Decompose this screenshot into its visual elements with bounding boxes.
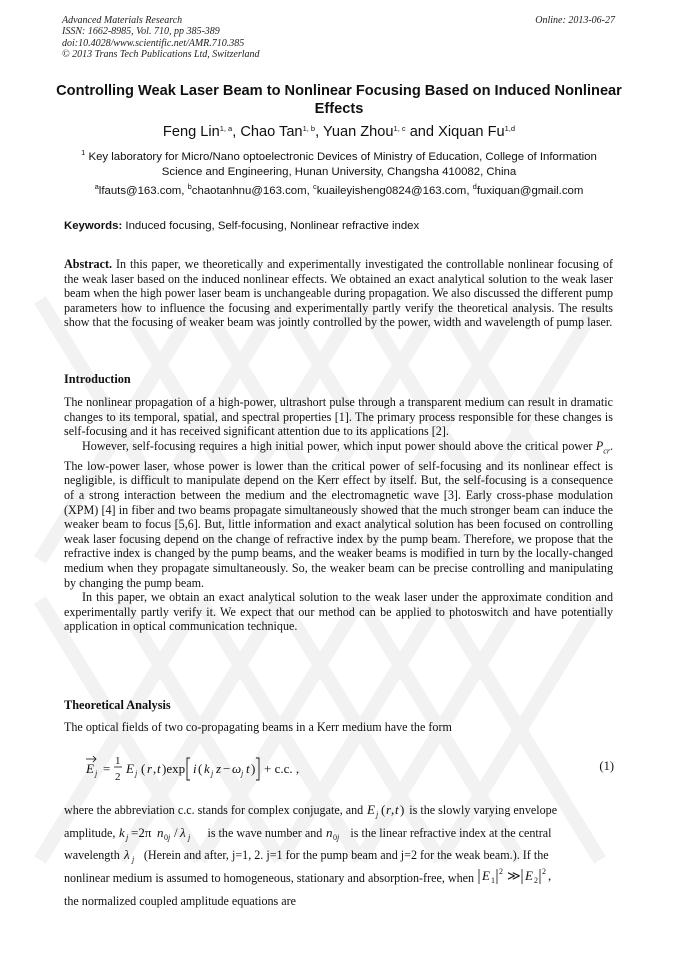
email-mark: d (472, 182, 477, 191)
text: nonlinear medium is assumed to homogeneous, stationary and absorption-free, when (64, 871, 475, 886)
paragraph (64, 439, 613, 590)
svg-text:1: 1 (115, 755, 121, 767)
text: is the slowly varying envelope (409, 803, 558, 817)
introduction-body (64, 395, 613, 634)
section-heading-theory: Theoretical Analysis (64, 698, 171, 712)
svg-text:n: n (326, 824, 333, 840)
svg-text:j: j (95, 769, 98, 778)
symbol-wavelength (123, 846, 141, 864)
keywords-text: Induced focusing, Self-focusing, Nonlinear refractive index (125, 220, 420, 232)
svg-text:E: E (525, 868, 534, 884)
svg-text:E: E (126, 761, 134, 776)
svg-text:)exp: )exp (162, 761, 186, 776)
symbol-intensity-condition (477, 867, 557, 887)
svg-text:j: j (126, 832, 129, 842)
author-name: Yuan Zhou (322, 124, 394, 140)
doi-line: doi:10.4028/www.scientific.net/AMR.710.385 (62, 37, 245, 49)
svg-text:(: ( (141, 761, 146, 776)
email-list: $^a$lfauts@163.com, $^b$chaotanhnu@163.com, $^c$kuaileyisheng0824@163.com, $^d$fuxiquan@gmail.com (94, 182, 584, 197)
author-affil-mark: 1, a (219, 124, 233, 133)
svg-text:=2π: =2π (131, 824, 152, 840)
svg-text:0: 0 (164, 832, 169, 842)
journal-header (62, 15, 260, 60)
svg-text:k: k (204, 761, 210, 776)
symbol-refractive-index (325, 824, 347, 842)
svg-text:=: = (103, 761, 111, 776)
paragraph-line (64, 822, 613, 845)
email-link[interactable]: chaotanhnu@163.com (191, 185, 307, 197)
svg-text:n: n (157, 824, 164, 840)
svg-text:j: j (131, 855, 135, 865)
author-affil-mark: 1,d (504, 124, 516, 133)
paragraph-line (64, 799, 613, 822)
svg-text:ω: ω (232, 761, 242, 776)
affiliation-mark: 1 (81, 148, 86, 157)
svg-text:2: 2 (115, 771, 121, 783)
author-name: Chao Tan (240, 124, 303, 140)
svg-text:−: − (223, 761, 231, 776)
paper-title: Controlling Weak Laser Beam to Nonlinear Focusing Based on Induced Nonlinear Effects (56, 83, 622, 117)
svg-text:): ) (251, 761, 256, 776)
text: amplitude, (64, 825, 116, 840)
paragraph-text: . The low-power laser, whose power is lower than the critical power of self-focusing and its nonlinear effect is negligible, is difficult to manipulate depend on the Kerr effect by itself. But, the self-focusing is a consequence of a strong interaction between the medium and the electromagnetic wave [3]. Early cross-phase modulation (XPM) [4] in fiber and two beams propagate simultaneously showed that the much stronger beam can induce the weaker beam to focus [5,6]. But, little information and exact analytical solution has been focused on controlling weak laser focusing depend on the change of refractive index by the pump beam. Therefore, we propose that the refractive index is changed by the pump beams, and the weaker beams is modified in turn by the locally-changed medium when they propagate simultaneously. So, the weaker beam can be precise controlling and manipulating by changing the pump beam. (64, 438, 613, 590)
author-name: Feng Lin (162, 124, 220, 140)
equation-number: (1) (599, 759, 614, 773)
paragraph-line (64, 867, 613, 890)
svg-text:E: E (482, 868, 491, 884)
svg-text:(: ( (198, 761, 203, 776)
svg-text:,: , (391, 802, 395, 817)
keywords-label: Keywords: (64, 220, 123, 232)
email-mark: b (187, 182, 192, 191)
svg-text:j: j (376, 810, 379, 819)
svg-text:2: 2 (534, 876, 539, 886)
svg-text:r: r (147, 761, 153, 776)
svg-text:2: 2 (542, 867, 547, 877)
svg-text:k: k (119, 824, 126, 840)
svg-text:≫: ≫ (507, 868, 521, 884)
text: is the linear refractive index at the central (350, 825, 552, 840)
svg-text:t: t (395, 802, 399, 817)
keywords (64, 220, 419, 232)
issn-line: ISSN: 1662-8985, Vol. 710, pp 385-389 (62, 26, 220, 38)
equation-1 (84, 753, 614, 783)
online-date: Online: 2013-06-27 (535, 15, 615, 26)
svg-text:j: j (168, 832, 171, 842)
email-mark: c (312, 182, 317, 191)
svg-text:,: , (153, 761, 157, 776)
svg-text:j: j (241, 769, 244, 778)
svg-text:i: i (193, 761, 197, 776)
email-mark: a (94, 182, 99, 191)
svg-text:j: j (337, 832, 340, 842)
svg-text:λ: λ (180, 824, 187, 840)
theory-body (64, 799, 613, 913)
svg-text:t: t (157, 761, 161, 776)
svg-text:1: 1 (491, 876, 496, 886)
svg-text:j: j (211, 769, 214, 778)
svg-text:z: z (216, 761, 222, 776)
paragraph-line: the normalized coupled amplitude equations are (64, 893, 297, 908)
paragraph: In this paper, we obtain an exact analytical solution to the weak laser under the approximate condition and experimentally partly verify it. We expect that our method can be applied to photoswitch and have potentially application in optical communication technique. (64, 590, 613, 634)
author-separator: and (405, 124, 439, 140)
email-link[interactable]: fuxiquan@gmail.com (476, 185, 584, 197)
paragraph-line (64, 844, 613, 867)
symbol-wavenumber (118, 824, 204, 842)
abstract (64, 257, 613, 330)
svg-text:t: t (246, 761, 250, 776)
svg-text:): ) (400, 802, 405, 817)
affiliation-text: Key laboratory for Micro/Nano optoelectronic Devices of Ministry of Education, College of Information Science and Engineering, Hunan University, Changsha 410082, China (88, 151, 597, 178)
author-affil-mark: 1, c (393, 124, 406, 133)
text: (Herein and after, j=1, 2. j=1 for the pump beam and j=2 for the weak beam.). If the (143, 848, 549, 863)
svg-text:/: / (174, 824, 179, 840)
text: wavelength (64, 848, 120, 863)
author-list (50, 124, 628, 140)
email-link[interactable]: kuaileyisheng0824@163.com (316, 185, 467, 197)
theory-intro: The optical fields of two co-propagating beams in a Kerr medium have the form (64, 720, 452, 734)
author-separator: , (315, 124, 323, 140)
svg-text:E: E (367, 802, 376, 817)
text: where the abbreviation c.c. stands for complex conjugate, and (64, 803, 364, 817)
abstract-label: Abstract. (64, 257, 113, 271)
text: is the wave number and (207, 825, 323, 840)
symbol-envelope (366, 801, 406, 819)
svg-text:E: E (86, 761, 94, 776)
paragraph: The nonlinear propagation of a high-power, ultrashort pulse through a transparent medium can result in dramatic changes to its temporal, spatial, and spectral properties [1]. The primary process responsible for these changes is self-focusing and it has received significant attention due to its applications [2]. (64, 395, 613, 439)
section-heading-introduction: Introduction (64, 372, 131, 386)
journal-name: Advanced Materials Research (62, 15, 183, 26)
author-separator: , (232, 124, 241, 140)
equation-1-formula (84, 753, 344, 787)
svg-text:(: ( (381, 802, 386, 817)
author-name: Xiquan Fu (438, 124, 505, 140)
svg-text:0: 0 (333, 832, 338, 842)
affiliation (80, 150, 598, 180)
author-affil-mark: 1, b (302, 124, 316, 133)
paragraph-text: However, self-focusing requires a high initial power, which input power should above the critical power (82, 438, 596, 453)
svg-text:+ c.c. ,: + c.c. , (264, 761, 300, 776)
svg-text:r: r (386, 802, 392, 817)
email-link[interactable]: lfauts@163.com (98, 185, 182, 197)
symbol-subscript: cr (603, 446, 610, 456)
abstract-text: In this paper, we theoretically and experimentally investigated the controllable nonlinear focusing of the weak laser based on the induced nonlinear effects. We obtained an exact analytical solution to the weak laser beam when the high power laser beam is unchangeable during propagation. We also discussed the different pump parameters how to influence the focusing and experimentally partly verify the theoretical analysis. The results show that the focusing of weaker beam was jointly controlled by the power, width and wavelength of pump laser. (64, 257, 613, 330)
svg-text:,: , (548, 868, 552, 884)
svg-text:j: j (188, 832, 191, 842)
symbol-pcr: P (595, 438, 604, 453)
svg-text:j: j (135, 769, 138, 778)
svg-text:2: 2 (499, 867, 504, 877)
copyright-line: © 2013 Trans Tech Publications Ltd, Switzerland (62, 48, 260, 60)
svg-text:λ: λ (123, 847, 130, 863)
